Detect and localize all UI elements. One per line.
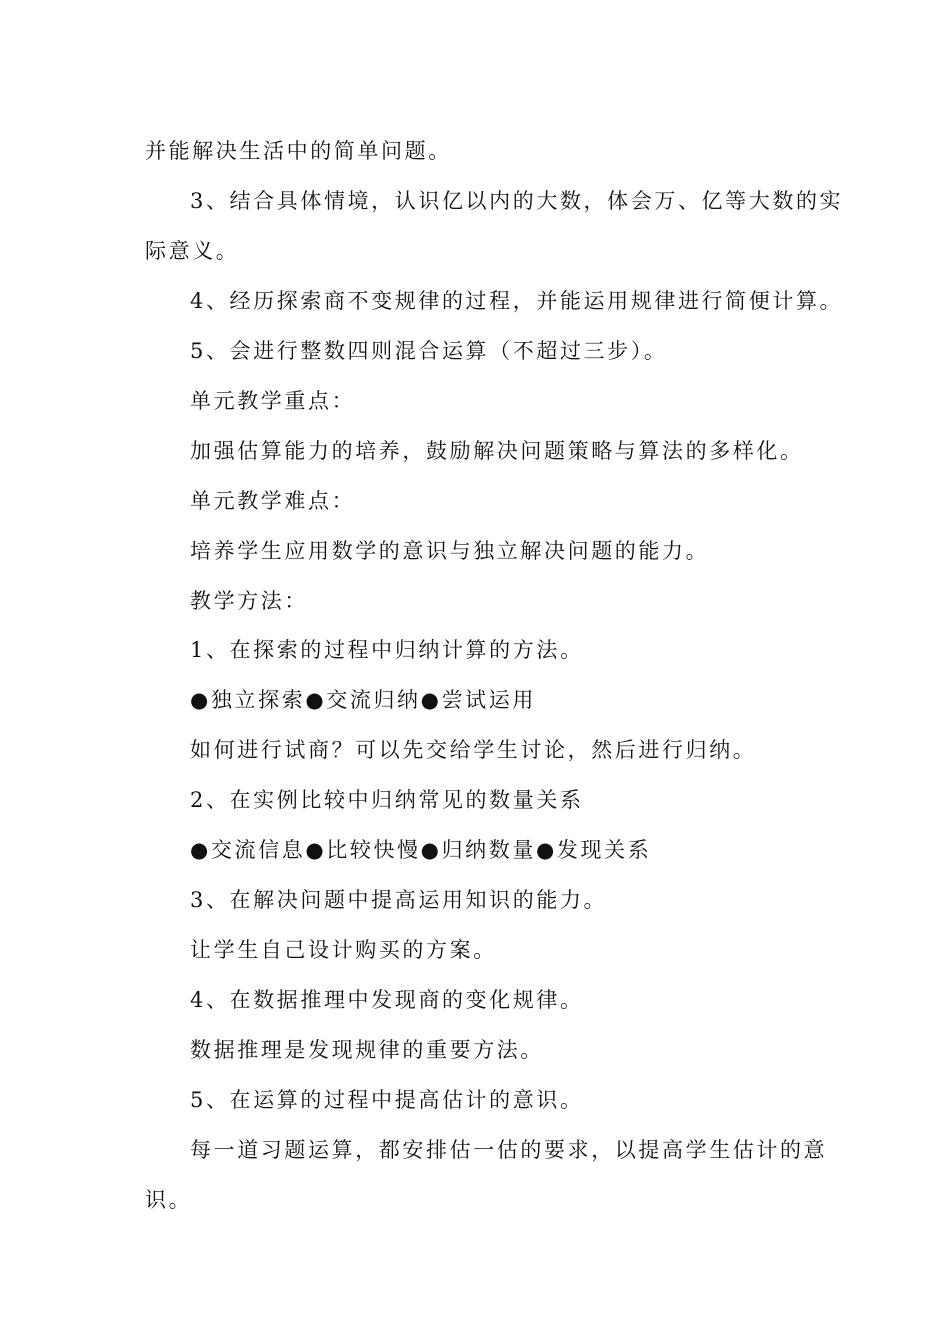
text-line: 4、经历探索商不变规律的过程，并能运用规律进行简便计算。 [190,289,844,313]
text-line: 并能解决生活中的简单问题。 [145,139,452,163]
text-line: 5、会进行整数四则混合运算（不超过三步）。 [190,339,668,363]
text-line: 2、在实例比较中归纳常见的数量关系 [190,788,584,812]
text-line: 每一道习题运算，都安排估一估的要求，以提高学生估计的意 [190,1138,828,1162]
text-line: 数据推理是发现规律的重要方法。 [190,1038,544,1062]
text-line: 4、在数据推理中发现商的变化规律。 [190,988,584,1012]
section-heading: 单元教学重点： [190,389,356,413]
text-line: 5、在运算的过程中提高估计的意识。 [190,1088,584,1112]
text-line: 1、在探索的过程中归纳计算的方法。 [190,638,584,662]
text-line: 3、结合具体情境，认识亿以内的大数，体会万、亿等大数的实 [190,189,844,213]
text-line: 让学生自己设计购买的方案。 [190,938,497,962]
text-line: 如何进行试商？可以先交给学生讨论，然后进行归纳。 [190,738,757,762]
section-heading: 单元教学难点： [190,489,356,513]
section-heading: 教学方法： [190,589,308,613]
bullet-line: ●交流信息●比较快慢●归纳数量●发现关系 [190,838,652,862]
text-line: 际意义。 [145,239,240,263]
text-line: 培养学生应用数学的意识与独立解决问题的能力。 [190,539,710,563]
bullet-line: ●独立探索●交流归纳●尝试运用 [190,688,536,712]
text-line: 3、在解决问题中提高运用知识的能力。 [190,888,608,912]
text-line: 识。 [145,1188,193,1212]
text-line: 加强估算能力的培养，鼓励解决问题策略与算法的多样化。 [190,439,804,463]
